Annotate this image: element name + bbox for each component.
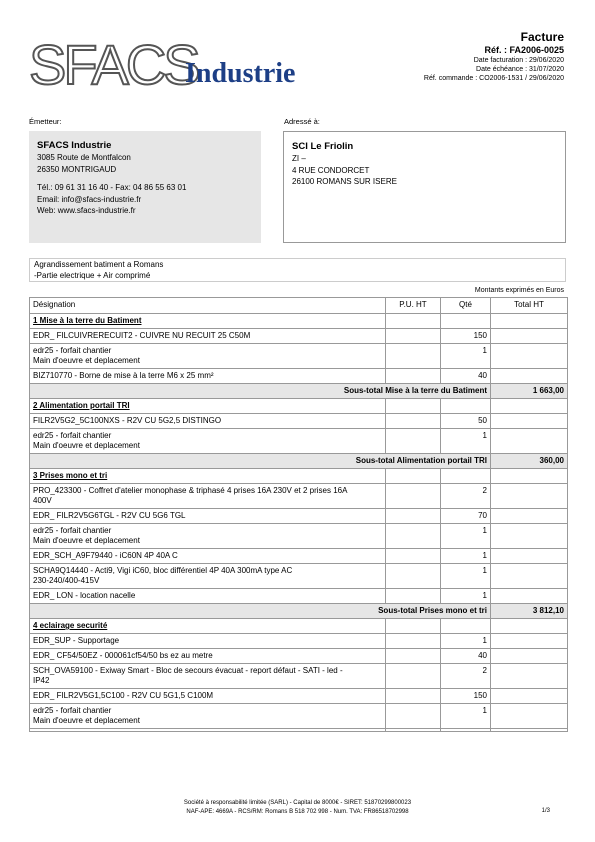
subtotal-label: Sous-total Mise à la terre du Batiment (30, 384, 491, 399)
company-logo (27, 34, 317, 94)
cell-unit-price (386, 469, 441, 484)
item-designation (30, 369, 386, 384)
recipient-address-2: 4 RUE CONDORCET (292, 165, 370, 175)
cell-total (491, 524, 568, 549)
cell-unit-price (386, 369, 441, 384)
cell-total (491, 429, 568, 454)
item-designation (30, 344, 386, 369)
description-line: -Partie electrique + Air comprimé (34, 270, 151, 280)
col-quantity: Qté (441, 298, 491, 314)
item-label: EDR_SCH_A9F79440 - iC60N 4P 40A C (33, 551, 178, 560)
issuer-city: 26350 MONTRIGAUD (37, 164, 117, 174)
item-designation (30, 704, 386, 729)
cell-unit-price (386, 649, 441, 664)
cell-total (491, 649, 568, 664)
issuer-name: SFACS Industrie (37, 140, 112, 151)
item-detail: Main d'oeuvre et deplacement (33, 716, 140, 725)
item-designation (30, 429, 386, 454)
item-detail: Main d'oeuvre et deplacement (33, 536, 140, 545)
table-row (30, 564, 568, 589)
item-quantity: 1 (441, 549, 491, 564)
item-quantity: 1 (441, 564, 491, 589)
item-quantity: 1 (441, 429, 491, 454)
item-designation (30, 589, 386, 604)
cell-total (491, 344, 568, 369)
subtotal-row (30, 604, 568, 619)
document-type: Facture (520, 30, 564, 44)
col-total: Total HT (491, 298, 568, 314)
subtotal-amount: 3 812,10 (491, 604, 568, 619)
invoice-reference: Réf. : FA2006-0025 (484, 45, 564, 55)
cell-unit-price (386, 344, 441, 369)
cell-unit-price (386, 524, 441, 549)
item-quantity: 2 (441, 484, 491, 509)
table-row (30, 549, 568, 564)
item-detail: 400V (33, 496, 52, 505)
cell-total (491, 549, 568, 564)
empty-cell (30, 729, 386, 732)
item-label: EDR_ FILR2V5G6TGL - R2V CU 5G6 TGL (33, 511, 186, 520)
item-label: edr25 - forfait chantier (33, 706, 112, 715)
item-detail: IP42 (33, 676, 50, 685)
cell-unit-price (386, 704, 441, 729)
page-number: 1/3 (541, 808, 550, 814)
subtotal-label: Sous-total Prises mono et tri (30, 604, 491, 619)
cell-unit-price (386, 619, 441, 634)
item-label: FILR2V5G2_5C100NXS - R2V CU 5G2,5 DISTINGO (33, 416, 222, 425)
issuer-website: Web: www.sfacs-industrie.fr (37, 206, 136, 215)
col-designation: Désignation (30, 298, 386, 314)
item-label: SCH_OVA59100 - Exiway Smart - Bloc de secours évacuat - report défaut - SATI - led - (33, 666, 343, 675)
item-quantity: 2 (441, 664, 491, 689)
item-quantity: 40 (441, 369, 491, 384)
cell-total (491, 399, 568, 414)
item-detail: Main d'oeuvre et deplacement (33, 441, 140, 450)
item-designation (30, 649, 386, 664)
svg-text:Industrie: Industrie (185, 58, 296, 89)
item-label: EDR_ CF54/50EZ - 000061cf54/50 bs ez au metre (33, 651, 213, 660)
item-label: PRO_423300 - Coffret d'atelier monophase & triphasé 4 prises 16A 230V et 2 prises 16A (33, 486, 348, 495)
empty-cell (491, 729, 568, 732)
table-row (30, 524, 568, 549)
cell-total (491, 369, 568, 384)
cell-quantity (441, 399, 491, 414)
section-row (30, 399, 568, 414)
section-row (30, 469, 568, 484)
order-reference: Réf. commande : CO2006-1531 / 29/06/2020 (423, 75, 564, 82)
description-line: Agrandissement batiment a Romans (34, 260, 164, 269)
subtotal-row (30, 384, 568, 399)
issuer-block (29, 131, 261, 243)
section-title: 2 Alimentation portail TRI (30, 399, 386, 414)
cell-quantity (441, 469, 491, 484)
table-row (30, 649, 568, 664)
invoice-header (424, 30, 564, 83)
item-designation (30, 689, 386, 704)
cell-unit-price (386, 484, 441, 509)
cell-total (491, 414, 568, 429)
table-row (30, 484, 568, 509)
issuer-email: Email: info@sfacs-industrie.fr (37, 194, 142, 204)
item-quantity: 1 (441, 589, 491, 604)
item-quantity: 1 (441, 344, 491, 369)
item-quantity: 40 (441, 649, 491, 664)
table-row (30, 689, 568, 704)
table-row (30, 344, 568, 369)
item-label: EDR_SUP - Supportage (33, 636, 120, 645)
cell-unit-price (386, 429, 441, 454)
cell-unit-price (386, 509, 441, 524)
cell-total (491, 689, 568, 704)
cell-total (491, 704, 568, 729)
item-quantity: 1 (441, 524, 491, 549)
item-label: EDR_ FILCUIVRERECUIT2 - CUIVRE NU RECUIT 25 C50M (33, 331, 251, 340)
issuer-phone: Tél.: 09 61 31 16 40 - Fax: 04 86 55 63 01 (37, 183, 187, 192)
invoice-lines-table (29, 297, 568, 732)
cell-quantity (441, 619, 491, 634)
cell-total (491, 564, 568, 589)
cell-total (491, 634, 568, 649)
legal-footer (0, 799, 595, 817)
table-row (30, 729, 568, 732)
recipient-name: SCI Le Friolin (292, 141, 354, 152)
item-quantity: 1 (441, 634, 491, 649)
empty-cell (441, 729, 491, 732)
item-designation (30, 509, 386, 524)
subtotal-amount: 1 663,00 (491, 384, 568, 399)
item-label: EDR_ LON - location nacelle (33, 591, 136, 600)
item-designation (30, 414, 386, 429)
cell-unit-price (386, 589, 441, 604)
table-row (30, 634, 568, 649)
cell-total (491, 314, 568, 329)
item-label: SCHA9Q14440 - Acti9, Vigi iC60, bloc différentiel 4P 40A 300mA type AC (33, 566, 293, 575)
cell-unit-price (386, 329, 441, 344)
item-designation (30, 549, 386, 564)
item-quantity: 50 (441, 414, 491, 429)
item-detail: Main d'oeuvre et deplacement (33, 356, 140, 365)
issuer-address: 3085 Route de Montfalcon (37, 153, 131, 162)
subtotal-row (30, 454, 568, 469)
due-date: Date échéance : 31/07/2020 (476, 66, 564, 73)
cell-unit-price (386, 564, 441, 589)
item-designation (30, 634, 386, 649)
item-label: EDR_ FILR2V5G1,5C100 - R2V CU 5G1,5 C100M (33, 691, 214, 700)
cell-total (491, 484, 568, 509)
col-unit-price: P.U. HT (386, 298, 441, 314)
invoice-date: Date facturation : 29/06/2020 (473, 57, 564, 64)
item-label: BIZ710770 - Borne de mise à la terre M6 x 25 mm² (33, 371, 214, 380)
cell-total (491, 619, 568, 634)
cell-quantity (441, 314, 491, 329)
section-row (30, 314, 568, 329)
item-quantity: 1 (441, 704, 491, 729)
cell-unit-price (386, 689, 441, 704)
empty-cell (386, 729, 441, 732)
item-quantity: 150 (441, 329, 491, 344)
section-title: 3 Prises mono et tri (30, 469, 386, 484)
item-label: edr25 - forfait chantier (33, 526, 112, 535)
item-quantity: 150 (441, 689, 491, 704)
section-title: 1 Mise à la terre du Batiment (30, 314, 386, 329)
table-row (30, 664, 568, 689)
item-designation (30, 524, 386, 549)
table-row (30, 429, 568, 454)
cell-unit-price (386, 664, 441, 689)
footer-line: Société à responsabilité limitée (SARL) - Capital de 8000€ - SIRET: 51870299800023 (183, 800, 412, 806)
cell-unit-price (386, 314, 441, 329)
section-title: 4 eclairage securité (30, 619, 386, 634)
item-designation (30, 484, 386, 509)
cell-total (491, 664, 568, 689)
cell-unit-price (386, 634, 441, 649)
table-row (30, 414, 568, 429)
recipient-block (283, 131, 566, 243)
cell-unit-price (386, 399, 441, 414)
svg-text:SFACS: SFACS (29, 34, 198, 94)
item-label: edr25 - forfait chantier (33, 346, 112, 355)
subtotal-label: Sous-total Alimentation portail TRI (30, 454, 491, 469)
cell-total (491, 509, 568, 524)
item-designation (30, 329, 386, 344)
issuer-label: Émetteur: (29, 117, 62, 126)
cell-unit-price (386, 549, 441, 564)
currency-note: Montants exprimés en Euros (474, 287, 564, 294)
table-row (30, 509, 568, 524)
cell-total (491, 589, 568, 604)
section-row (30, 619, 568, 634)
item-label: edr25 - forfait chantier (33, 431, 112, 440)
table-row (30, 704, 568, 729)
item-detail: 230-240/400-415V (33, 576, 100, 585)
table-header (30, 298, 568, 314)
cell-unit-price (386, 414, 441, 429)
table-row (30, 369, 568, 384)
recipient-address-1: ZI – (292, 154, 306, 163)
table-row (30, 329, 568, 344)
cell-total (491, 469, 568, 484)
item-designation (30, 664, 386, 689)
item-quantity: 70 (441, 509, 491, 524)
project-description (29, 258, 566, 282)
recipient-label: Adressé à: (284, 117, 320, 126)
footer-line: NAF-APE: 4669A - RCS/RM: Romans B 518 702 998 - Num. TVA: FR86518702998 (186, 809, 409, 815)
recipient-city: 26100 ROMANS SUR ISERE (292, 177, 397, 186)
subtotal-amount: 360,00 (491, 454, 568, 469)
cell-total (491, 329, 568, 344)
table-row (30, 589, 568, 604)
item-designation (30, 564, 386, 589)
